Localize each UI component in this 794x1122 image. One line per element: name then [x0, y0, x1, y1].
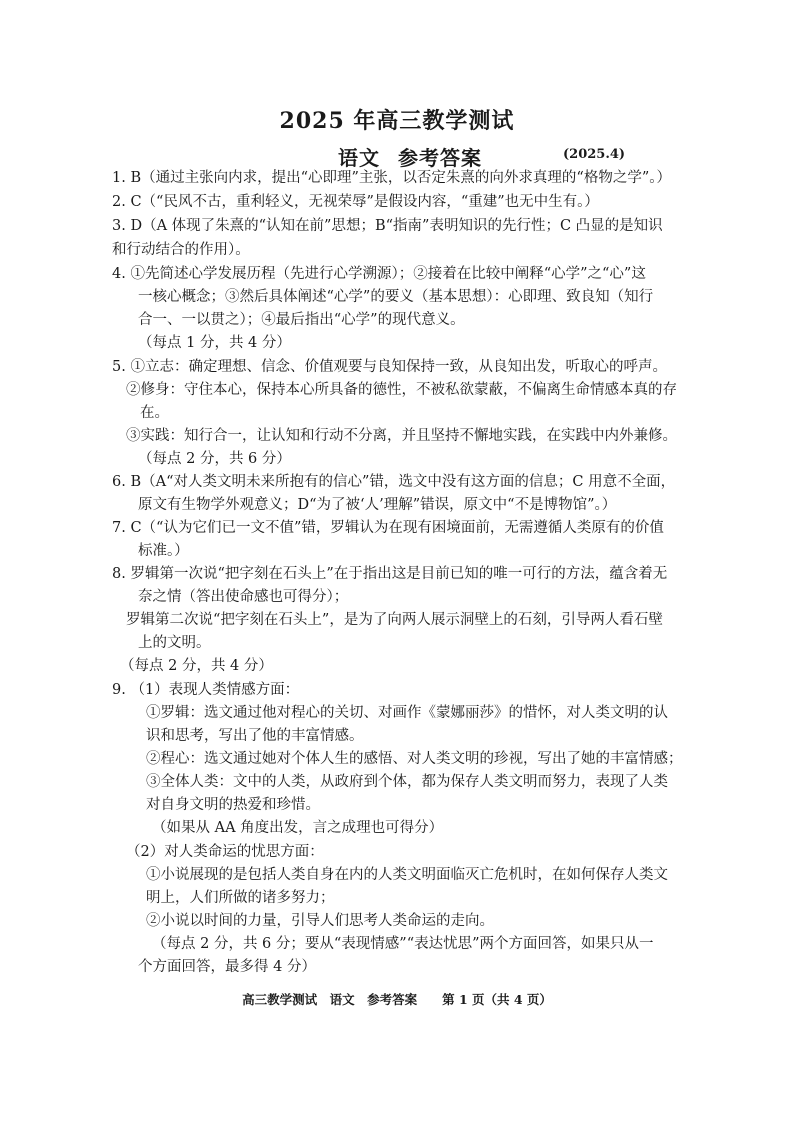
answer-line: ①罗辑：选文通过他对程心的关切、对画作《蒙娜丽莎》的惜怀，对人类文明的认: [146, 705, 668, 721]
answer-line: 9. （1）表现人类情感方面：: [112, 682, 300, 698]
answer-line: ③实践：知行合一，让认知和行动不分离，并且坚持不懈地实践，在实践中内外兼修。: [126, 428, 677, 444]
answer-line: 5. ①立志：确定理想、信念、价值观要与良知保持一致，从良知出发，听取心的呼声。: [112, 359, 667, 375]
scoring-note: （每点 2 分，共 6 分；要从“表现情感”“表达忧思”两个方面回答，如果只从一: [152, 936, 654, 952]
scoring-note: （每点 2 分，共 6 分）: [138, 451, 291, 467]
answer-line: 3. D（A 体现了朱熹的“认知在前”思想；B“指南”表明知识的先行性；C 凸显的是知识: [112, 218, 663, 234]
answer-line: （2）对人类命运的忧思方面：: [126, 844, 324, 860]
answer-line: ②小说以时间的力量，引导人们思考人类命运的走向。: [146, 913, 494, 929]
answer-line: 7. C（“认为它们已一文不值”错，罗辑认为在现有困境面前，无需遵循人类原有的价值: [112, 520, 664, 536]
subtitle: [338, 142, 482, 171]
answer-line: 2. C（“民风不古，重利轻义，无视荣辱”是假设内容，“重建”也无中生有。）: [112, 194, 599, 210]
answer-line: 识和思考，写出了他的丰富情感。: [146, 728, 364, 744]
doc-type-label: 参考答案: [398, 146, 482, 170]
answer-line: 对自身文明的热爱和珍惜。: [146, 797, 320, 813]
scoring-note: （每点 2 分，共 4 分）: [120, 658, 273, 674]
answer-line: 奈之情（答出使命感也可得分）；: [138, 589, 349, 605]
answer-line: 原文有生物学外观意义；D“为了被‘人’理解”错误，原文中“不是博物馆”。）: [138, 497, 617, 513]
scoring-note: （如果从 AA 角度出发，言之成理也可得分）: [152, 820, 444, 836]
answer-line: 8. 罗辑第一次说“把字刻在石头上”在于指出这是目前已知的唯一可行的方法，蕴含着无: [112, 566, 668, 582]
scoring-note: （每点 1 分，共 4 分）: [138, 335, 291, 351]
answer-line: 在。: [140, 405, 169, 421]
answer-line: 标准。）: [138, 543, 189, 559]
answer-line: 和行动结合的作用）。: [112, 242, 250, 258]
answer-line: ②程心：选文通过她对个体人生的感悟、对人类文明的珍视，写出了她的丰富情感；: [146, 751, 683, 767]
answer-line: ②修身：守住本心，保持本心所具备的德性，不被私欲蒙蔽，不偏离生命情感本真的存: [126, 382, 677, 398]
page-footer: 高三教学测试 语文 参考答案 第 1 页（共 4 页）: [242, 992, 552, 1007]
scoring-note: 个方面回答，最多得 4 分）: [138, 959, 316, 975]
answer-line: ①小说展现的是包括人类自身在内的人类文明面临灭亡危机时，在如何保存人类文: [146, 867, 668, 883]
answer-line: 一核心概念；③然后具体阐述“心学”的要义（基本思想）：心即理、致良知（知行: [138, 289, 654, 305]
answer-line: 明上，人们所做的诸多努力；: [146, 890, 335, 906]
exam-date: (2025.4): [563, 147, 626, 162]
answer-line: ③全体人类：文中的人类，从政府到个体，都为保存人类文明而努力，表现了人类: [146, 774, 668, 790]
answer-line: 罗辑第二次说“把字刻在石头上”，是为了向两人展示洞壁上的石刻，引导两人看石壁: [126, 612, 663, 628]
answer-line: 1. B（通过主张向内求，提出“心即理”主张，以否定朱熹的向外求真理的“格物之学”。）: [112, 170, 671, 186]
answer-line: 6. B（A“对人类文明未来所抱有的信心”错，选文中没有这方面的信息；C 用意不全面，: [112, 474, 676, 490]
subject-label: 语文: [338, 146, 380, 170]
exam-title: 2025 年高三教学测试: [279, 108, 515, 134]
answer-line: 4. ①先简述心学发展历程（先进行心学溯源）；②接着在比较中阐释“心学”之“心”这: [112, 266, 646, 282]
answer-line: 合一、一以贯之）；④最后指出“心学”的现代意义。: [138, 312, 465, 328]
answer-line: 上的文明。: [138, 635, 211, 651]
